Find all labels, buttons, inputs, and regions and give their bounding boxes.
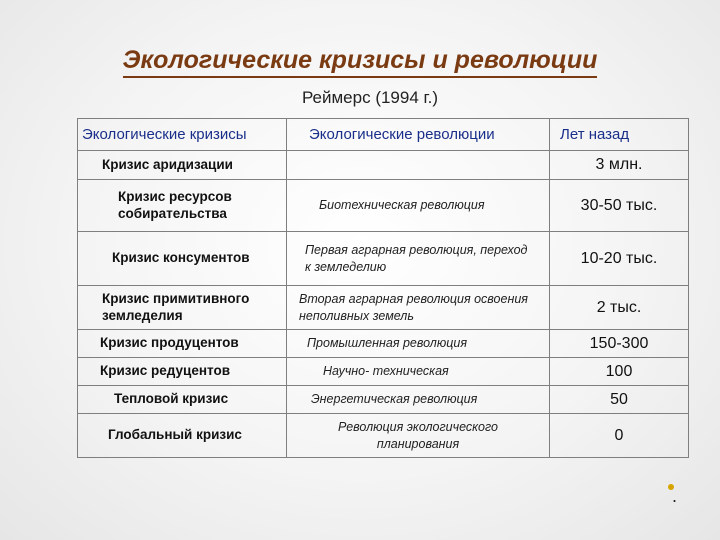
- table-row: [78, 286, 689, 330]
- crises-table: [77, 118, 689, 458]
- header-revolutions: Экологические революции: [287, 119, 550, 151]
- table-row: [78, 330, 689, 358]
- table-header-row: [78, 119, 689, 151]
- revolution-cell: Научно- техническая: [287, 358, 550, 386]
- years-cell: 100: [550, 358, 689, 386]
- years-cell: 150-300: [550, 330, 689, 358]
- revolution-cell: Биотехническая революция: [287, 180, 550, 232]
- crisis-cell: Кризис редуцентов: [78, 358, 287, 386]
- years-cell: 50: [550, 386, 689, 414]
- years-cell: 2 тыс.: [550, 286, 689, 330]
- slide-subtitle: Реймерс (1994 г.): [301, 88, 439, 107]
- crisis-cell: Тепловой кризис: [78, 386, 287, 414]
- revolution-cell: Промышленная революция: [287, 330, 550, 358]
- years-cell: 10-20 тыс.: [550, 232, 689, 286]
- crisis-cell: Кризис примитивного земледелия: [78, 286, 287, 330]
- table-row: [78, 358, 689, 386]
- footer-marker: .: [672, 486, 678, 506]
- crisis-cell: Кризис консументов: [78, 232, 287, 286]
- revolution-cell: Энергетическая революция: [287, 386, 550, 414]
- table-row: [78, 180, 689, 232]
- years-cell: 3 млн.: [550, 151, 689, 180]
- crisis-cell: Кризис продуцентов: [78, 330, 287, 358]
- crisis-cell: Кризис аридизации: [78, 151, 287, 180]
- table-row: [78, 151, 689, 180]
- revolution-cell: Революция экологического планирования: [287, 414, 550, 458]
- table-row: [78, 414, 689, 458]
- slide-title: Экологические кризисы и революции: [0, 46, 720, 75]
- crisis-cell: Кризис ресурсов собирательства: [78, 180, 287, 232]
- header-crises: Экологические кризисы: [78, 119, 287, 151]
- revolution-cell: [287, 151, 550, 180]
- revolution-cell: Вторая аграрная революция освоения неполивных земель: [287, 286, 550, 330]
- revolution-cell: Первая аграрная революция, переход к земледелию: [287, 232, 550, 286]
- table-row: [78, 232, 689, 286]
- table-row: [78, 386, 689, 414]
- crisis-cell: Глобальный кризис: [78, 414, 287, 458]
- years-cell: 0: [550, 414, 689, 458]
- header-years: Лет назад: [550, 119, 689, 151]
- years-cell: 30-50 тыс.: [550, 180, 689, 232]
